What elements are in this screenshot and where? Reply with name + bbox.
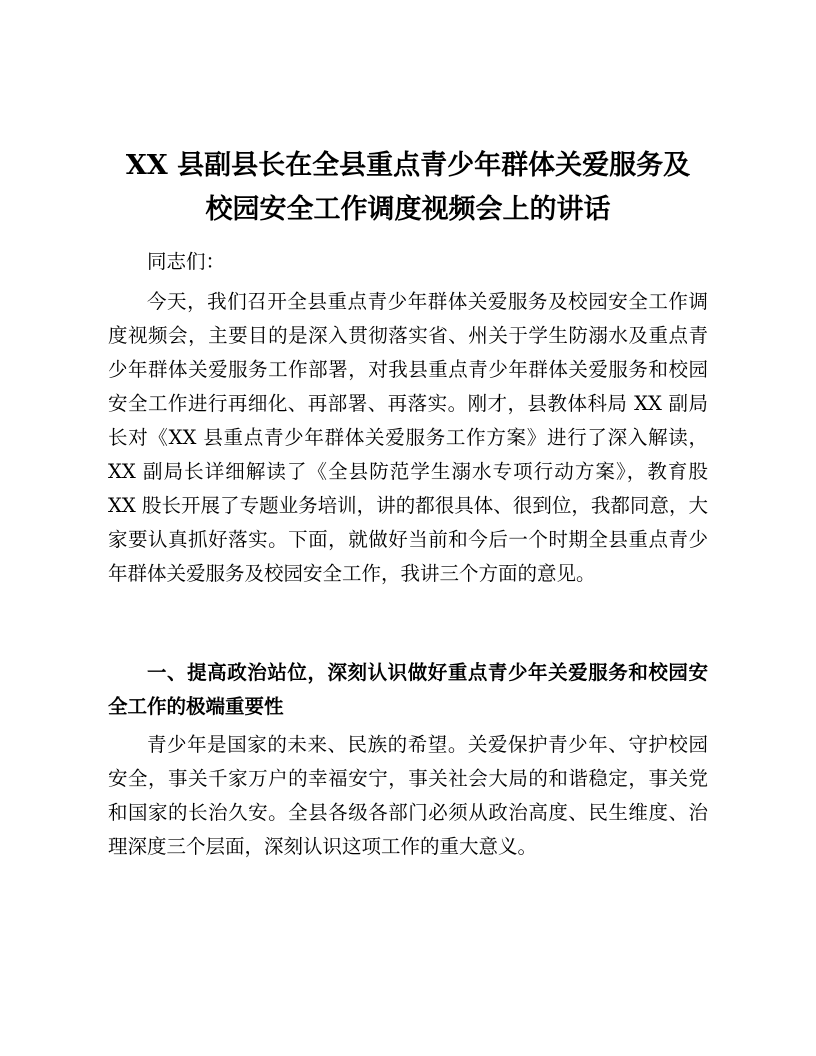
paragraph-intro: 今天，我们召开全县重点青少年群体关爱服务及校园安全工作调度视频会，主要目的是深入贯彻落实省、州关于学生防溺水及重点青少年群体关爱服务工作部署，对我县重点青少年群体关爱服务和校园安全工作进行再细化、再部署、再落实。刚才，县教体科局 XX 副局长对《XX 县重点青少年群体关爱服务工作方案》进行了深入解读，XX 副局长详细解读了《全县防范学生溺水专项行动方案》，教育股 XX 股长开展了专题业务培训，讲的都很具体、很到位，我都同意，大家要认真抓好落实。下面，就做好当前和今后一个时期全县重点青少年群体关爱服务及校园安全工作，我讲三个方面的意见。 [108, 290, 708, 585]
paragraph-section-1: 青少年是国家的未来、民族的希望。关爱保护青少年、守护校园安全，事关千家万户的幸福安宁，事关社会大局的和谐稳定，事关党和国家的长治久安。全县各级各部门必须从政治高度、民生维度、治理深度三个层面，深刻认识这项工作的重大意义。 [108, 733, 708, 858]
salutation: 同志们： [147, 250, 226, 273]
section-heading-1: 一、提高政治站位，深刻认识做好重点青少年关爱服务和校园安全工作的极端重要性 [108, 661, 708, 718]
document-title-line-2: 校园安全工作调度视频会上的讲话 [205, 194, 611, 225]
document-title-line-1: XX 县副县长在全县重点青少年群体关爱服务及 [125, 150, 691, 181]
